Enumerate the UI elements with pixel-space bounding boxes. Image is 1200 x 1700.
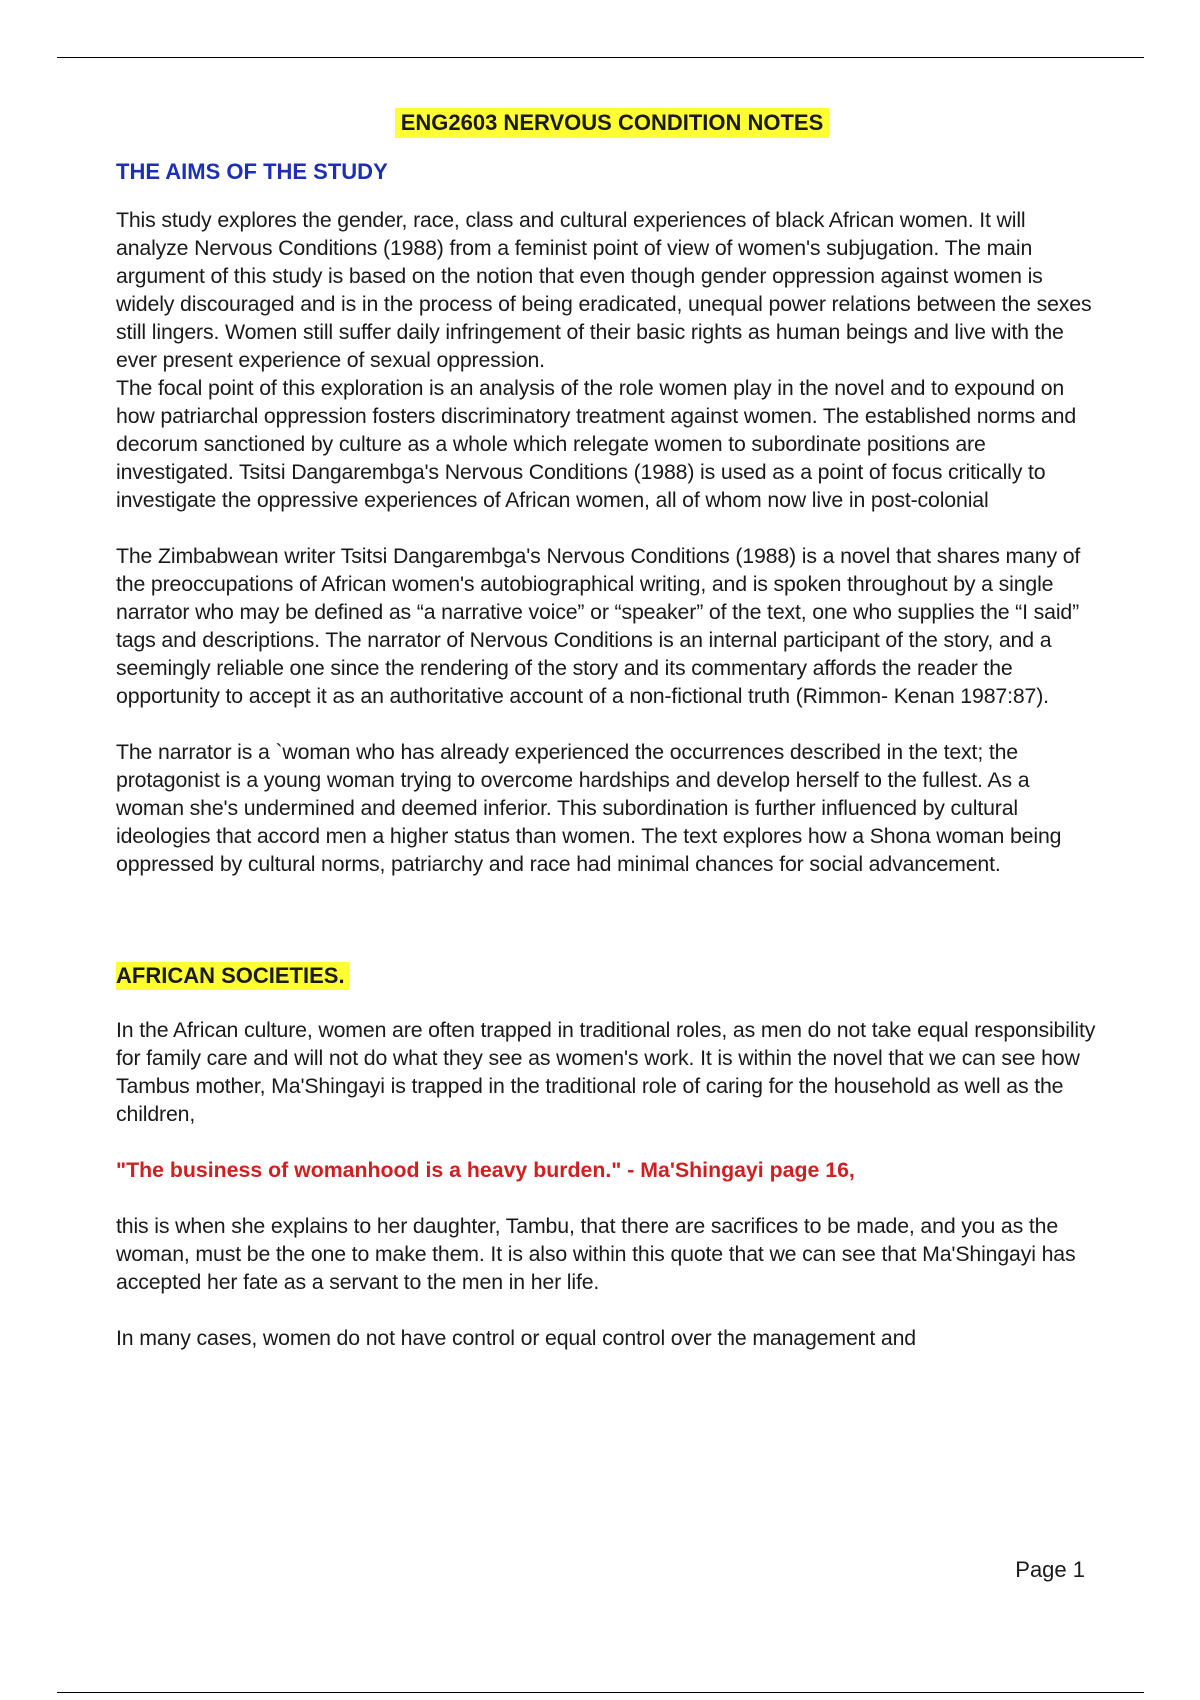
page-content <box>116 108 1096 1352</box>
paragraph-aims-4: The narrator is a `woman who has already experienced the occurrences described in the text; the protagonist is a young woman trying to overcome hardships and develop herself to the fullest. As a woman she's undermined and deemed inferior. This subordination is further influenced by cultural ideologies that accord men a higher status than women. The text explores how a Shona woman being oppressed by cultural norms, patriarchy and race had minimal chances for social advancement. <box>116 740 1062 876</box>
section-heading-aims: THE AIMS OF THE STUDY <box>116 159 388 184</box>
page-number: Page 1 <box>1015 1557 1085 1582</box>
paragraph-aims-3: The Zimbabwean writer Tsitsi Dangarembga's Nervous Conditions (1988) is a novel that shares many of the preoccupations of African women's autobiographical writing, and is spoken throughout by a single narrator who may be defined as “a narrative voice” or “speaker” of the text, one who supplies the “I said” tags and descriptions. The narrator of Nervous Conditions is an internal participant of the story, and a seemingly reliable one since the rendering of the story and its commentary affords the reader the opportunity to accept it as an authoritative account of a non-fictional truth (Rimmon- Kenan 1987:87). <box>116 544 1081 708</box>
paragraph-african-3: In many cases, women do not have control or equal control over the management and <box>116 1326 916 1350</box>
paragraph-aims-1: This study explores the gender, race, class and cultural experiences of black African women. It will analyze Nervous Conditions (1988) from a feminist point of view of women's subjugation. The main argument of this study is based on the notion that even though gender oppression against women is widely discouraged and is in the process of being eradicated, unequal power relations between the sexes still lingers. Women still suffer daily infringement of their basic rights as human beings and live with the ever present experience of sexual oppression. <box>116 208 1092 372</box>
bottom-rule <box>57 1692 1144 1693</box>
document-title: ENG2603 NERVOUS CONDITION NOTES <box>395 108 830 138</box>
paragraph-african-1: In the African culture, women are often trapped in traditional roles, as men do not take equal responsibility for family care and will not do what they see as women's work. It is within the novel that we can see how Tambus mother, Ma'Shingayi is trapped in the traditional role of caring for the household as well as the children, <box>116 1018 1096 1126</box>
quote-mashingayi: "The business of womanhood is a heavy burden." - Ma'Shingayi page 16, <box>116 1158 855 1182</box>
title-block <box>116 108 1096 138</box>
section-heading-wrap <box>116 962 1096 990</box>
top-rule <box>57 57 1144 58</box>
paragraph-african-2: this is when she explains to her daughter, Tambu, that there are sacrifices to be made, and you as the woman, must be the one to make them. It is also within this quote that we can see that Ma'Shingayi has accepted her fate as a servant to the men in her life. <box>116 1214 1076 1294</box>
paragraph-aims-2: The focal point of this exploration is an analysis of the role women play in the novel and to expound on how patriarchal oppression fosters discriminatory treatment against women. The established norms and decorum sanctioned by culture as a whole which relegate women to subordinate positions are investigated. Tsitsi Dangarembga's Nervous Conditions (1988) is used as a point of focus critically to investigate the oppressive experiences of African women, all of whom now live in post-colonial <box>116 376 1077 512</box>
section-heading-african-societies: AFRICAN SOCIETIES. <box>116 962 349 990</box>
